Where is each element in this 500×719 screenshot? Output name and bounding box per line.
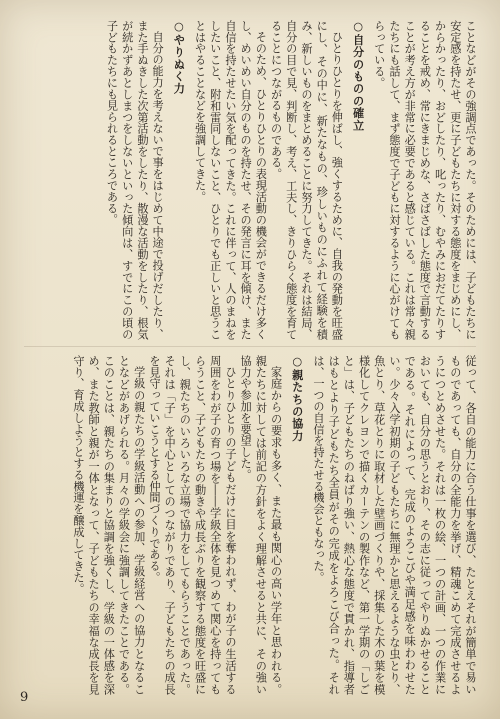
- divider: [24, 346, 476, 347]
- bottom-text-block: [24, 355, 478, 695]
- self-establishment-paragraph-2: そのため、ひとりひとりの表現活動の機会ができるだけ多くし、めいめい自分のものを持たせ、その発言に耳を傾け、また自信を持たせたい気を配ってきた。これに伴って、人のまねをしたいこと、附和雷同しないこと、ひとりでも正しいと思うことはやることなどを強調してきた。: [193, 20, 268, 340]
- section-heading-perseverance: ○やりぬく力: [172, 20, 186, 95]
- page-number: 9: [20, 690, 29, 705]
- self-establishment-paragraph-1: ひとりひとりを伸ばし、強くするために、自我の発動を旺盛にし、その中に、新たなもの、珍しいものにふれて経験を積み、新しいものをまとめることに努力してきた。それは結局、自分の目で見、判断し、考え、工夫し、きりひらく態度を育てることにつながるものである。: [269, 20, 344, 340]
- section-heading-parents-cooperation: ○親たちの協力: [290, 355, 304, 443]
- bottom-intro-paragraph: 従って、各自の能力に合う仕事を選び、たとえそれが簡単で易いものであっても、自分の全能力を挙げ、精魂こめて完成させるようにつとめさせた。それは一枚の絵、一つの計画、一つの作業においても、自分の思うとおり、その志に従ってやりぬかせることである。それによって、完成のよろこびや満足感を味わわせたい。少々入学初期の子どもたちに無理かと思えるような虫とり、魚とり、草花とりに取材した壁画づくりや、採集した木の葉を模様化してクレヨンで描くカーテンの製作など、第一学期の「しごと」は、子どもたちのねばり強い、熱心な態度で貫かれ、指導者はもとより子どもたち全員がその完成をよろこび合った。それは、一つの自信を持たせる機会ともなった。: [311, 355, 477, 695]
- parents-paragraph-1: 家庭からの要求も多く、また最も関心の高い学年と思われる。親たちに対しては前記の方針をよく理解させると共に、その強い協力や参加を要望した。: [239, 355, 283, 695]
- parents-paragraph-2: ひとりひとりの子どもだけに目を奪われず、わが子の生活する周囲をわが子の育つ場を――学級全体を見つめて関心を持ってもらうこと、子どもたちの動きや成長ぶりを観察する態度を旺盛にし、親たちのいろいろな立場で協力をしてもらうことであった。それは「子」を中心としてのつながりであり、子どもたちの成長を見守っていこうとする仲間づくりである。: [147, 355, 237, 695]
- parents-paragraph-3: 学級の親たちの学級活動への参加、学級経営への協力となることなどがあげられる。月々の学級会に強調してきたことである。このことは、親たちの集まりと協調を強くし、学級の一体感を深め、また教師と親が一体となって、子どもたちの幸福な成長を見守り、育成しようとする機運を醸成してきた。: [71, 355, 146, 695]
- top-text-block: [24, 20, 478, 340]
- perseverance-paragraph: 自分の能力を考えないで事をはじめて中途で投げだしたり、また手ぬきした次第活動をしたり、散漫な活動をしたり、根気が続かずあとしまつをしないといった傾向は、すでにこの頃の子どもたちにも見られるところである。: [105, 20, 165, 340]
- top-intro-paragraph: ことなどがその強調点であった。そのためには、子どもたちに安定感を持たせ、更に子どもたちに対する態度をまじめにし、からかったり、おどしたり、叱ったり、むやみにおだてたりすることを戒め、常にきまじめな、さばさばした態度で言動することが考え方が非常に必要であると感じている。これは常々親たちにも話して、まず態度で子どもに対するように心がけてもらっている。: [372, 20, 477, 340]
- section-heading-self-establishment: ○自分のものの確立: [351, 20, 365, 132]
